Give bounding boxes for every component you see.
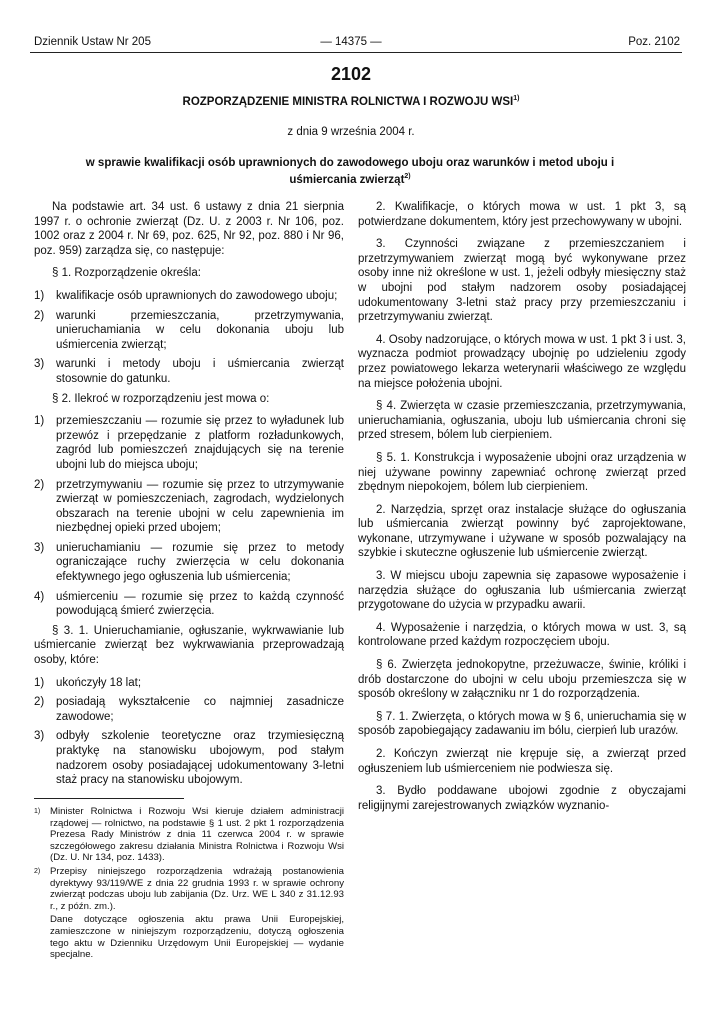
list-item-text: ukończyły 18 lat;: [56, 676, 142, 689]
section-2-list: [34, 414, 344, 619]
position-ref: Poz. 2102: [628, 36, 680, 48]
footnote-mark: 1): [34, 808, 41, 815]
list-item-text: uśmierceniu — rozumie się przez to każdą czynność powodującą śmierć zwierzęcia.: [56, 590, 344, 618]
section-3-intro: § 3. 1. Unieruchamianie, ogłuszanie, wykrwawianie lub uśmiercanie zwierząt bez wykrwawiania przeprowadzają osoby, które:: [34, 624, 344, 667]
list-item-text: posiadają wykształcenie co najmniej zasadnicze zawodowe;: [56, 696, 344, 723]
list-item-text: warunki przemieszczania, przetrzymywania, unieruchamiania w celu dokonania uboju lub uśmiercenia zwierząt;: [56, 309, 344, 351]
list-item: [34, 478, 344, 536]
paragraph: 2. Kwalifikacje, o których mowa w ust. 1 pkt 3, są potwierdzane dokumentem, który jest przechowywany w ubojni.: [358, 201, 686, 228]
list-item-number: 2): [34, 309, 45, 322]
right-column: [358, 200, 686, 821]
regulation-title: [0, 95, 702, 108]
footnote-text: Minister Rolnictwa i Rozwoju Wsi kieruje działem administracji rządowej — rolnictwo, na podstawie § 1 ust. 2 pkt 1 rozporządzenia Prezesa Rady Ministrów z dnia 11 czerwca 2004 r. w sprawie szczegółowego zakresu działania Ministra Rolnictwa i Rozwoju Wsi (Dz. U. Nr 134, poz. 1433).: [50, 806, 344, 864]
intro-paragraph: Na podstawie art. 34 ust. 6 ustawy z dnia 21 sierpnia 1997 r. o ochronie zwierząt (Dz. U. z 2003 r. Nr 106, poz. 1002 oraz z 2004 r. Nr 69, poz. 625, Nr 92, poz. 880 i Nr 96, poz. 959) zarządza się, co następuje:: [34, 201, 344, 257]
footnote: [34, 806, 344, 864]
list-item: [34, 676, 344, 691]
list-item: [34, 289, 344, 304]
footnotes: [34, 806, 344, 961]
paragraph: 2. Kończyn zwierząt nie krępuje się, a zwierząt przed ogłuszeniem lub uśmierceniem nie podwiesza się.: [358, 748, 686, 775]
list-item-text: przetrzymywaniu — rozumie się przez to utrzymywanie zwierząt w pomieszczeniach, zagrodach, wydzielonych obszarach na terenie ubojni w celu zapewnienia im niezbędnej opieki przed ubojem;: [56, 478, 344, 535]
paragraph: § 6. Zwierzęta jednokopytne, przeżuwacze, świnie, króliki i drób dostarczone do ubojni w celu uboju przemieszcza się w sposób określony w załączniku nr 1 do rozporządzenia.: [358, 659, 686, 701]
footnote-mark: 2): [34, 867, 41, 875]
paragraph: 2. Narzędzia, sprzęt oraz instalacje służące do ogłuszania lub uśmiercania zwierząt powinny być zaprojektowane, wykonane, utrzymywane i używane w sposób pozwalający na szybkie i skuteczne ogłuszenie lub uśmiercenie zwierząt.: [358, 503, 686, 560]
position-number: 2102: [330, 64, 372, 84]
subject-text: w sprawie kwalifikacji osób uprawnionych do zawodowego uboju oraz warunków i metod uboju i uśmiercania zwierząt: [85, 157, 615, 186]
paragraph: § 5. 1. Konstrukcja i wyposażenie ubojni oraz urządzenia w niej używane powinny zapewniać ochronę zwierząt przed zbędnym niepokojem, bólem lub cierpieniem.: [358, 451, 686, 494]
list-item-number: 3): [34, 541, 45, 554]
section-1-list: [34, 289, 344, 387]
paragraph: 3. W miejscu uboju zapewnia się zapasowe wyposażenie i narzędzia służące do ogłuszania lub uśmiercania zwierząt przygotowane do użycia w przypadku awarii.: [358, 570, 686, 612]
paragraph: 4. Osoby nadzorujące, o których mowa w ust. 1 pkt 3 i ust. 3, wyznacza podmiot prowadzący ubojnię po udzieleniu zgody przez powiatowego lekarza weterynarii właściwego ze względu na miejsce położenia ubojni.: [358, 333, 687, 390]
regulation-subject: [80, 156, 620, 187]
list-item: [34, 309, 344, 353]
list-item-text: kwalifikacje osób uprawnionych do zawodowego uboju;: [56, 289, 338, 302]
title-footnote-ref: 1): [513, 95, 520, 102]
paragraph: 3. Czynności związane z przemieszczaniem i przetrzymywaniem zwierząt mogą być wykonywane przez osoby inne niż określone w ust. 1, jeżeli odbyły miesięczny staż w ubojni pod stałym nadzorem osoby posiadającej udokumentowany 3-letni staż pracy przy przemieszczaniu i przetrzymywaniu zwierząt.: [358, 238, 686, 324]
footnote-extra: Dane dotyczące ogłoszenia aktu prawa Unii Europejskiej, zamieszczone w niniejszym rozporządzeniu, dotyczą ogłoszenia tego aktu w Dzienniku Urzędowym Unii Europejskiej — wydanie specjalne.: [50, 914, 344, 961]
list-item: [34, 695, 344, 724]
paragraph: 4. Wyposażenie i narzędzia, o których mowa w ust. 3, są kontrolowane przed każdym rozpoczęciem uboju.: [358, 621, 686, 649]
list-item: [34, 414, 344, 472]
list-item: [34, 541, 344, 585]
journal-title: Dziennik Ustaw Nr 205: [34, 36, 151, 48]
section-2-intro: § 2. Ilekroć w rozporządzeniu jest mowa o:: [52, 392, 270, 405]
footnote-text: Przepisy niniejszego rozporządzenia wdrażają postanowienia dyrektywy 93/119/WE z dnia 22 grudnia 1993 r. w sprawie ochrony zwierząt podczas uboju lub zabijania (Dz. Urz. WE L 340 z 31.12.93 r., z późn. zm.).: [50, 865, 344, 912]
list-item-number: 3): [34, 730, 45, 743]
regulation-title-text: ROZPORZĄDZENIE MINISTRA ROLNICTWA I ROZWOJU WSI: [182, 95, 514, 108]
header-rule: [30, 52, 682, 53]
paragraph: 3. Bydło poddawane ubojowi zgodnie z obyczajami religijnymi zarejestrowanych związków wyznanio-: [358, 785, 686, 812]
list-item-number: 3): [34, 358, 45, 371]
section-3-list: [34, 676, 344, 788]
paragraph: § 7. 1. Zwierzęta, o których mowa w § 6, unieruchamia się w sposób zapobiegający zadawaniu im bólu, cierpień lub urazów.: [358, 710, 686, 738]
list-item: [34, 590, 344, 619]
list-item-number: 2): [34, 696, 45, 709]
page-number: — 14375 —: [320, 36, 382, 48]
section-1-intro: § 1. Rozporządzenie określa:: [52, 267, 201, 280]
list-item-number: 1): [34, 415, 45, 428]
list-item-number: 2): [34, 478, 45, 491]
list-item: [34, 357, 344, 386]
footnote: [34, 866, 344, 912]
list-item-text: przemieszczaniu — rozumie się przez to wyładunek lub przewóz i przepędzanie z platform rozładunkowych, zagród lub pomieszczeń znajdujących się na terenie ubojni lub do miejsca uboju;: [56, 415, 344, 471]
list-item: [34, 729, 344, 787]
list-item-number: 1): [34, 676, 45, 689]
left-column: [34, 200, 344, 793]
footnote-list: [34, 806, 344, 912]
list-item-text: unieruchamianiu — rozumie się przez to metody ograniczające ruchy zwierzęcia w celu dokonania efektywnego jego ogłuszenia lub uśmiercenia;: [56, 541, 344, 584]
paragraph: § 4. Zwierzęta w czasie przemieszczania, przetrzymywania, unieruchamiania, ogłuszania, uboju lub uśmiercania chroni się przed stresem, bólem lub cierpieniem.: [358, 400, 686, 442]
subject-footnote-ref: 2): [404, 173, 411, 180]
list-item-number: 4): [34, 590, 45, 603]
list-item-text: warunki i metody uboju i uśmiercania zwierząt stosownie do gatunku.: [56, 358, 344, 385]
list-item-text: odbyły szkolenie teoretyczne oraz trzymiesięczną praktykę na stanowisku ubojowym, pod stałym nadzorem osoby posiadającej udokumentowany 3-letni staż pracy na stanowisku ubojowym.: [56, 730, 344, 787]
list-item-number: 1): [34, 289, 45, 302]
regulation-date: z dnia 9 września 2004 r.: [287, 126, 415, 138]
footnote-rule: [34, 798, 184, 799]
